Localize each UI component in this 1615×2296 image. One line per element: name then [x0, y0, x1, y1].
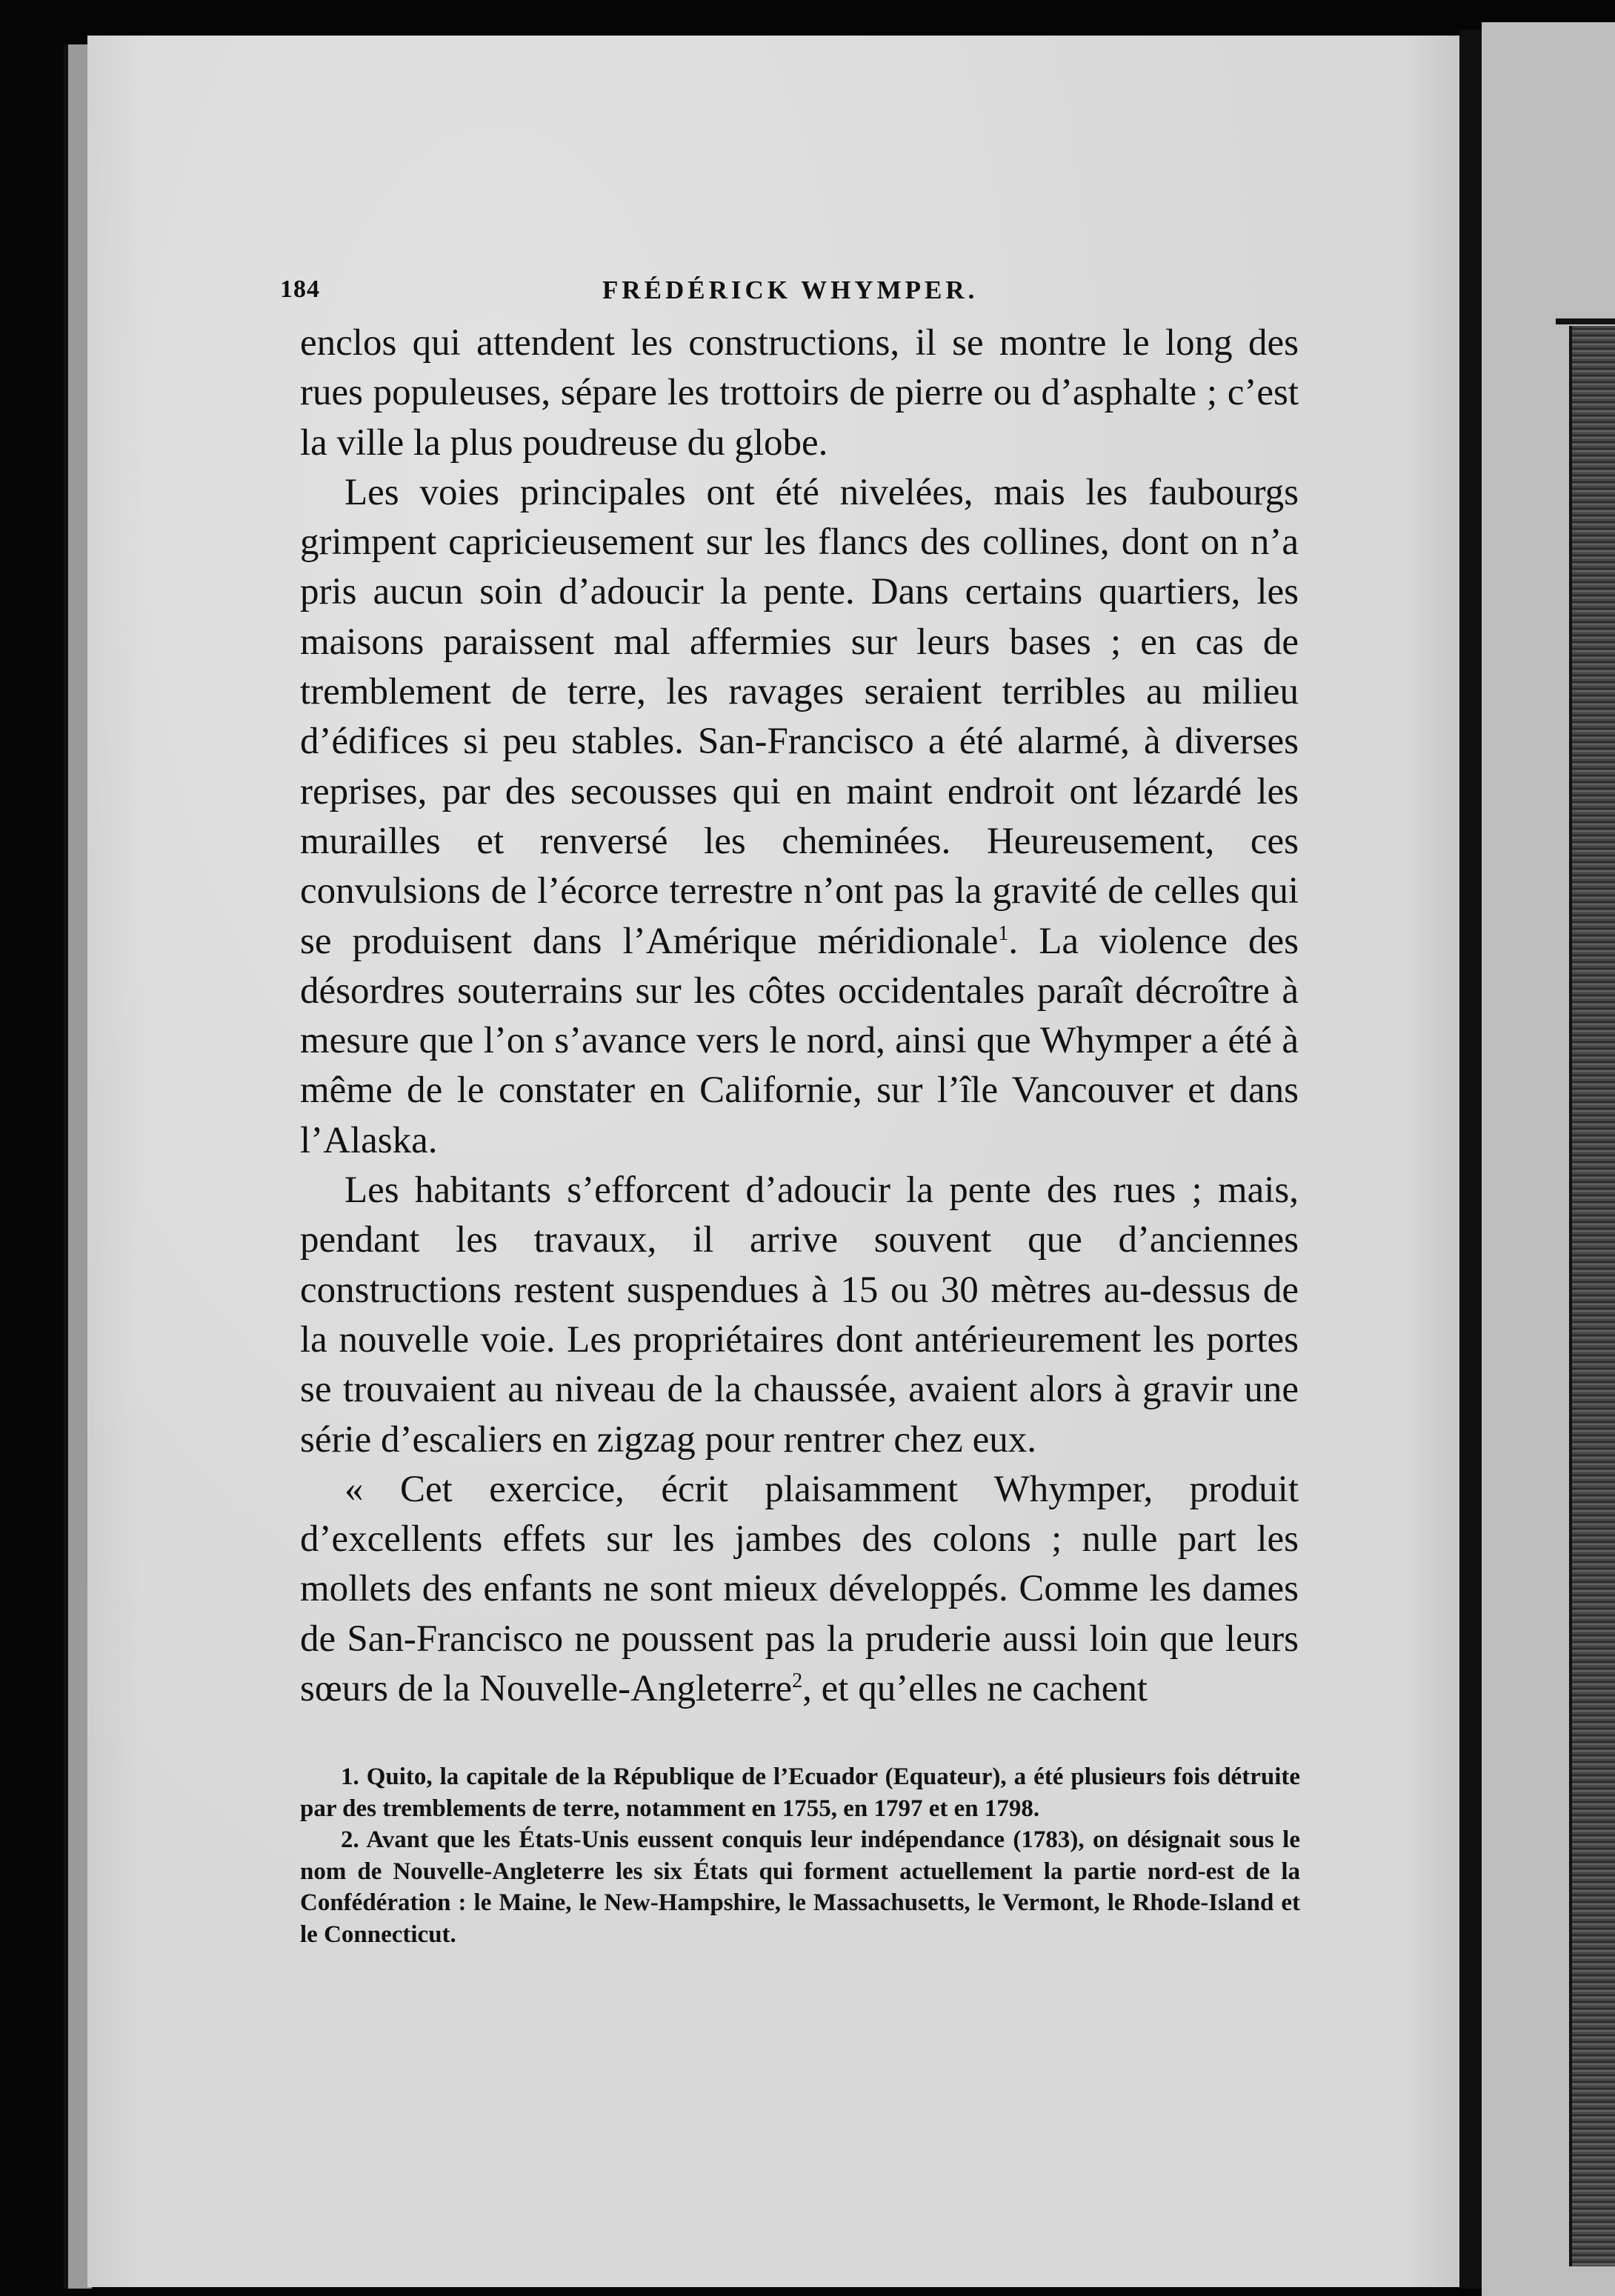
footnote: 1. Quito, la capitale de la République de l’Ecuador (Equateur), a été plusieurs fois détruite par des tremblements de terre, notamment en 1755, en 1797 et en 1798. [300, 1763, 1300, 1822]
paragraph-text: , et qu’elles ne cachent [802, 1668, 1148, 1710]
paragraph-text: . La violence des désordres souterrains sur les côtes occidentales paraît décroître à mesure que l’on s’avance vers le nord, ainsi que Whymper a été à même de le constater en Californie, sur l’île Vancouver et dans l’Alaska. [300, 920, 1299, 1161]
running-header [280, 276, 1317, 320]
page-number: 184 [280, 276, 320, 303]
paragraph-text: « Cet exercice, écrit plaisamment Whymper, produit d’excellents effets sur les jambes des colons ; nulle part les mollets des enfants ne sont mieux développés. Comme les dames de San-Francisco ne poussent pas la pruderie aussi loin que leurs sœurs de la Nouvelle-Angleterre [300, 1468, 1299, 1710]
paragraph [300, 1465, 1299, 1714]
footnote-reference[interactable]: 2 [792, 1669, 803, 1693]
main-text [300, 318, 1299, 1714]
facing-engraving-plate [1569, 326, 1615, 2266]
facing-plate-top-border [1556, 318, 1615, 324]
paragraph: enclos qui attendent les constructions, il se montre le long des rues populeuses, sépare les trottoirs de pierre ou d’asphalte ; c’est la ville la plus poudreuse du globe. [300, 322, 1299, 464]
paragraph: Les habitants s’efforcent d’adoucir la pente des rues ; mais, pendant les travaux, il arrive souvent que d’anciennes constructions restent suspendues à 15 ou 30 mètres au-dessus de la nouvelle voie. Les propriétaires dont antérieurement les portes se trouvaient au niveau de la chaussée, avaient alors à gravir une série d’escaliers en zigzag pour rentrer chez eux. [300, 1169, 1299, 1461]
footnote-reference[interactable]: 1 [998, 921, 1009, 945]
paragraph-text: Les voies principales ont été nivelées, mais les faubourgs grimpent capricieusement sur les flancs des collines, dont on n’a pris aucun soin d’adoucir la pente. Dans certains quartiers, les maisons paraissent mal affermies sur leurs bases ; en cas de tremblement de terre, les ravages seraient terribles au milieu d’édifices si peu stables. San-Francisco a été alarmé, à diverses reprises, par des secousses qui en maint endroit ont lézardé les murailles et renversé les cheminées. Heureusement, ces convulsions de l’écorce terrestre n’ont pas la gravité de celles qui se produisent dans l’Amérique méridionale [300, 471, 1299, 962]
footnotes [300, 1761, 1300, 1950]
paragraph [300, 468, 1299, 1166]
running-title: FRÉDÉRICK WHYMPER. [602, 276, 979, 304]
footnote: 2. Avant que les États-Unis eussent conquis leur indépendance (1783), on désignait sous le nom de Nouvelle-Angleterre les six États qui forment actuellement la partie nord-est de la Confédération : le Maine, le New-Hampshire, le Massachusetts, le Vermont, le Rhode-Island et le Connecticut. [300, 1826, 1300, 1948]
book-gutter [1459, 30, 1482, 2289]
